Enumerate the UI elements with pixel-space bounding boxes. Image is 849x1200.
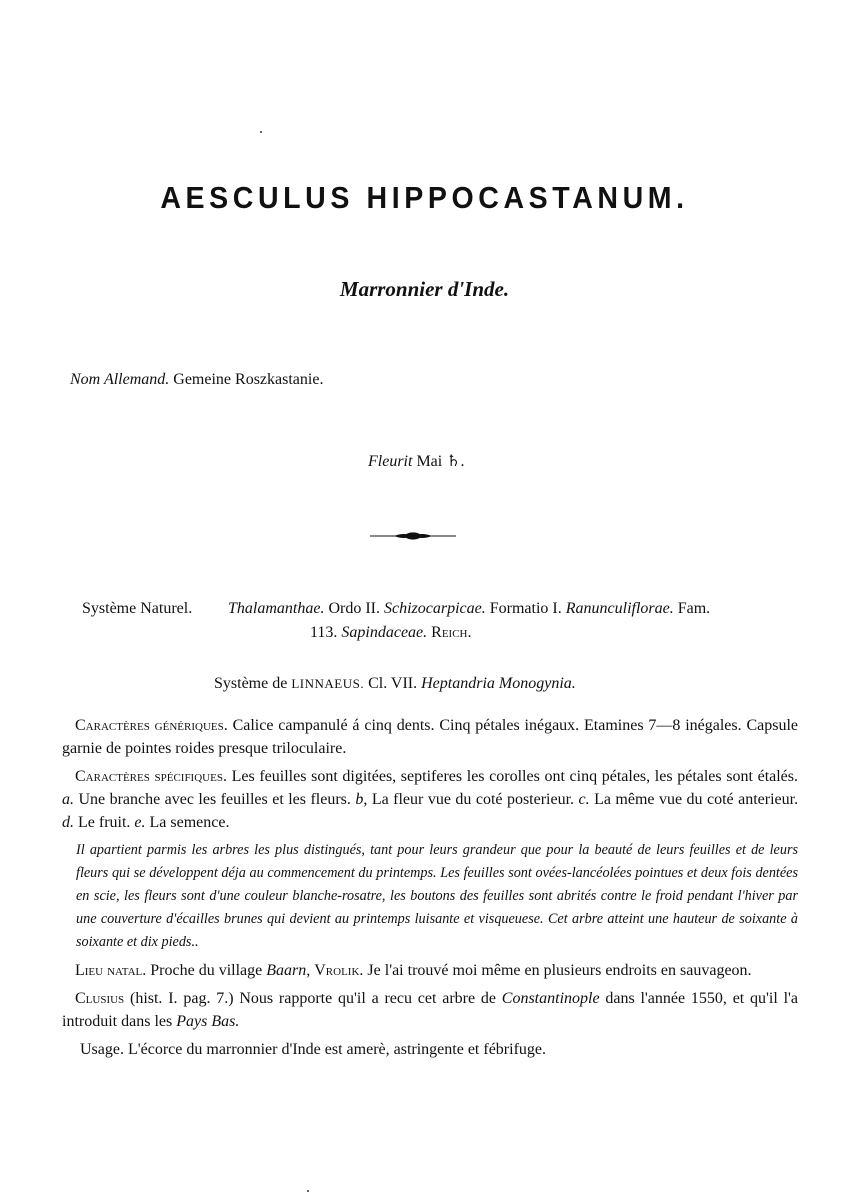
specific-text-3: La fleur vue du coté posterieur. bbox=[371, 791, 575, 808]
page-subtitle: Marronnier d'Inde. bbox=[339, 277, 510, 301]
speck bbox=[260, 131, 262, 133]
german-name-label: Nom Allemand. bbox=[70, 371, 170, 388]
taxon-ranunculiflorae: Ranunculiflorae. bbox=[565, 600, 674, 617]
habitat-text-1: Proche du village bbox=[150, 962, 263, 979]
specific-characters bbox=[62, 765, 798, 834]
ordo: Ordo II. bbox=[328, 600, 380, 617]
figure-key-c: c. bbox=[578, 791, 590, 808]
specific-text-5: Le fruit. bbox=[78, 814, 131, 831]
german-name bbox=[70, 371, 323, 389]
habitat-place: Baarn, bbox=[266, 962, 311, 979]
specific-text-4: La même vue du coté anterieur. bbox=[594, 791, 799, 808]
figure-key-d: d. bbox=[62, 814, 74, 831]
habitat bbox=[62, 959, 798, 982]
taxon-sapindaceae: Sapindaceae. bbox=[341, 624, 428, 641]
linnaeus-class: Cl. VII. bbox=[368, 675, 418, 692]
clusius-text-1: (hist. I. pag. 7.) Nous rapporte qu'il a recu cet arbre de bbox=[129, 990, 496, 1007]
ornament-divider-icon bbox=[368, 529, 458, 543]
systeme-linnaeus bbox=[214, 675, 576, 693]
descriptive-note: Il apartient parmis les arbres les plus distingués, tant pour leurs grandeur que pour la beauté de leurs feuilles et de leurs fleurs qui se développent déja au commencement du printemps. Les feuilles sont ovées-lancéolées pointues et deux fois dentées en scie, les fleurs sont d'une couleur blanche-rosatre, les boutons des feuilles sont abrités contre le froid pendant l'hiver par une couverture d'écailles brunes qui devient au printemps luisante et visqueuese. Cet arbre atteint une hauteur de soixante à soixante et dix pieds.. bbox=[76, 842, 798, 950]
figure-key-a: a. bbox=[62, 791, 74, 808]
flowering-label: Fleurit bbox=[368, 453, 413, 470]
systeme-naturel-label: Système Naturel. bbox=[82, 600, 193, 617]
page-title: AESCULUS HIPPOCASTANUM. bbox=[160, 180, 689, 215]
taxon-thalamanthae: Thalamanthae. bbox=[228, 600, 325, 617]
specific-text-6: La semence. bbox=[149, 814, 230, 831]
taxon-schizocarpicae: Schizocarpicae. bbox=[384, 600, 486, 617]
author-reich: Reich. bbox=[431, 624, 472, 641]
habitat-label: Lieu natal. bbox=[75, 962, 147, 979]
german-name-value: Gemeine Roszkastanie. bbox=[173, 371, 324, 388]
clusius-name: Clusius bbox=[75, 990, 125, 1007]
usage bbox=[62, 1038, 798, 1061]
flowering-value: Mai ♄. bbox=[416, 453, 465, 470]
fam: Fam. bbox=[677, 600, 711, 617]
family-number: 113. bbox=[310, 624, 338, 641]
generic-label: Caractères génériques. bbox=[75, 717, 228, 734]
generic-characters bbox=[62, 714, 798, 760]
linnaeus-name: LINNAEUS. bbox=[291, 676, 365, 691]
systeme-naturel bbox=[82, 597, 802, 645]
specific-text-1: Les feuilles sont digitées, septiferes les corolles ont cinq pétales, les pétales sont étalés. bbox=[231, 768, 799, 785]
figure-key-b: b, bbox=[355, 791, 368, 808]
usage-text: L'écorce du marronnier d'Inde est amerè, astringente et fébrifuge. bbox=[127, 1041, 546, 1058]
formatio: Formatio I. bbox=[489, 600, 562, 617]
description-body bbox=[62, 714, 798, 1061]
figure-key-e: e. bbox=[134, 814, 146, 831]
usage-label: Usage. bbox=[80, 1041, 124, 1058]
flowering-time bbox=[368, 451, 465, 471]
clusius-country: Pays Bas. bbox=[176, 1013, 240, 1030]
speck bbox=[307, 1190, 309, 1192]
linnaeus-prefix: Système de bbox=[214, 675, 288, 692]
generic-text: Calice campanulé á cinq dents. Cinq pétales inégaux. Etamines 7—8 inégales. Capsule garnie de pointes roides presque triloculaire. bbox=[62, 717, 799, 757]
clusius-history bbox=[62, 987, 798, 1033]
habitat-text-2: Je l'ai trouvé moi même en plusieurs endroits en sauvageon. bbox=[367, 962, 752, 979]
habitat-author: Vrolik. bbox=[314, 962, 364, 979]
specific-label: Caractères spécifiques. bbox=[75, 768, 227, 785]
clusius-text-2: dans l'année 1550, et qu'il l'a introduit dans les bbox=[62, 990, 799, 1030]
clusius-city: Constantinople bbox=[501, 990, 600, 1007]
linnaeus-taxon: Heptandria Monogynia. bbox=[421, 675, 576, 692]
specific-text-2: Une branche avec les feuilles et les fleurs. bbox=[78, 791, 351, 808]
